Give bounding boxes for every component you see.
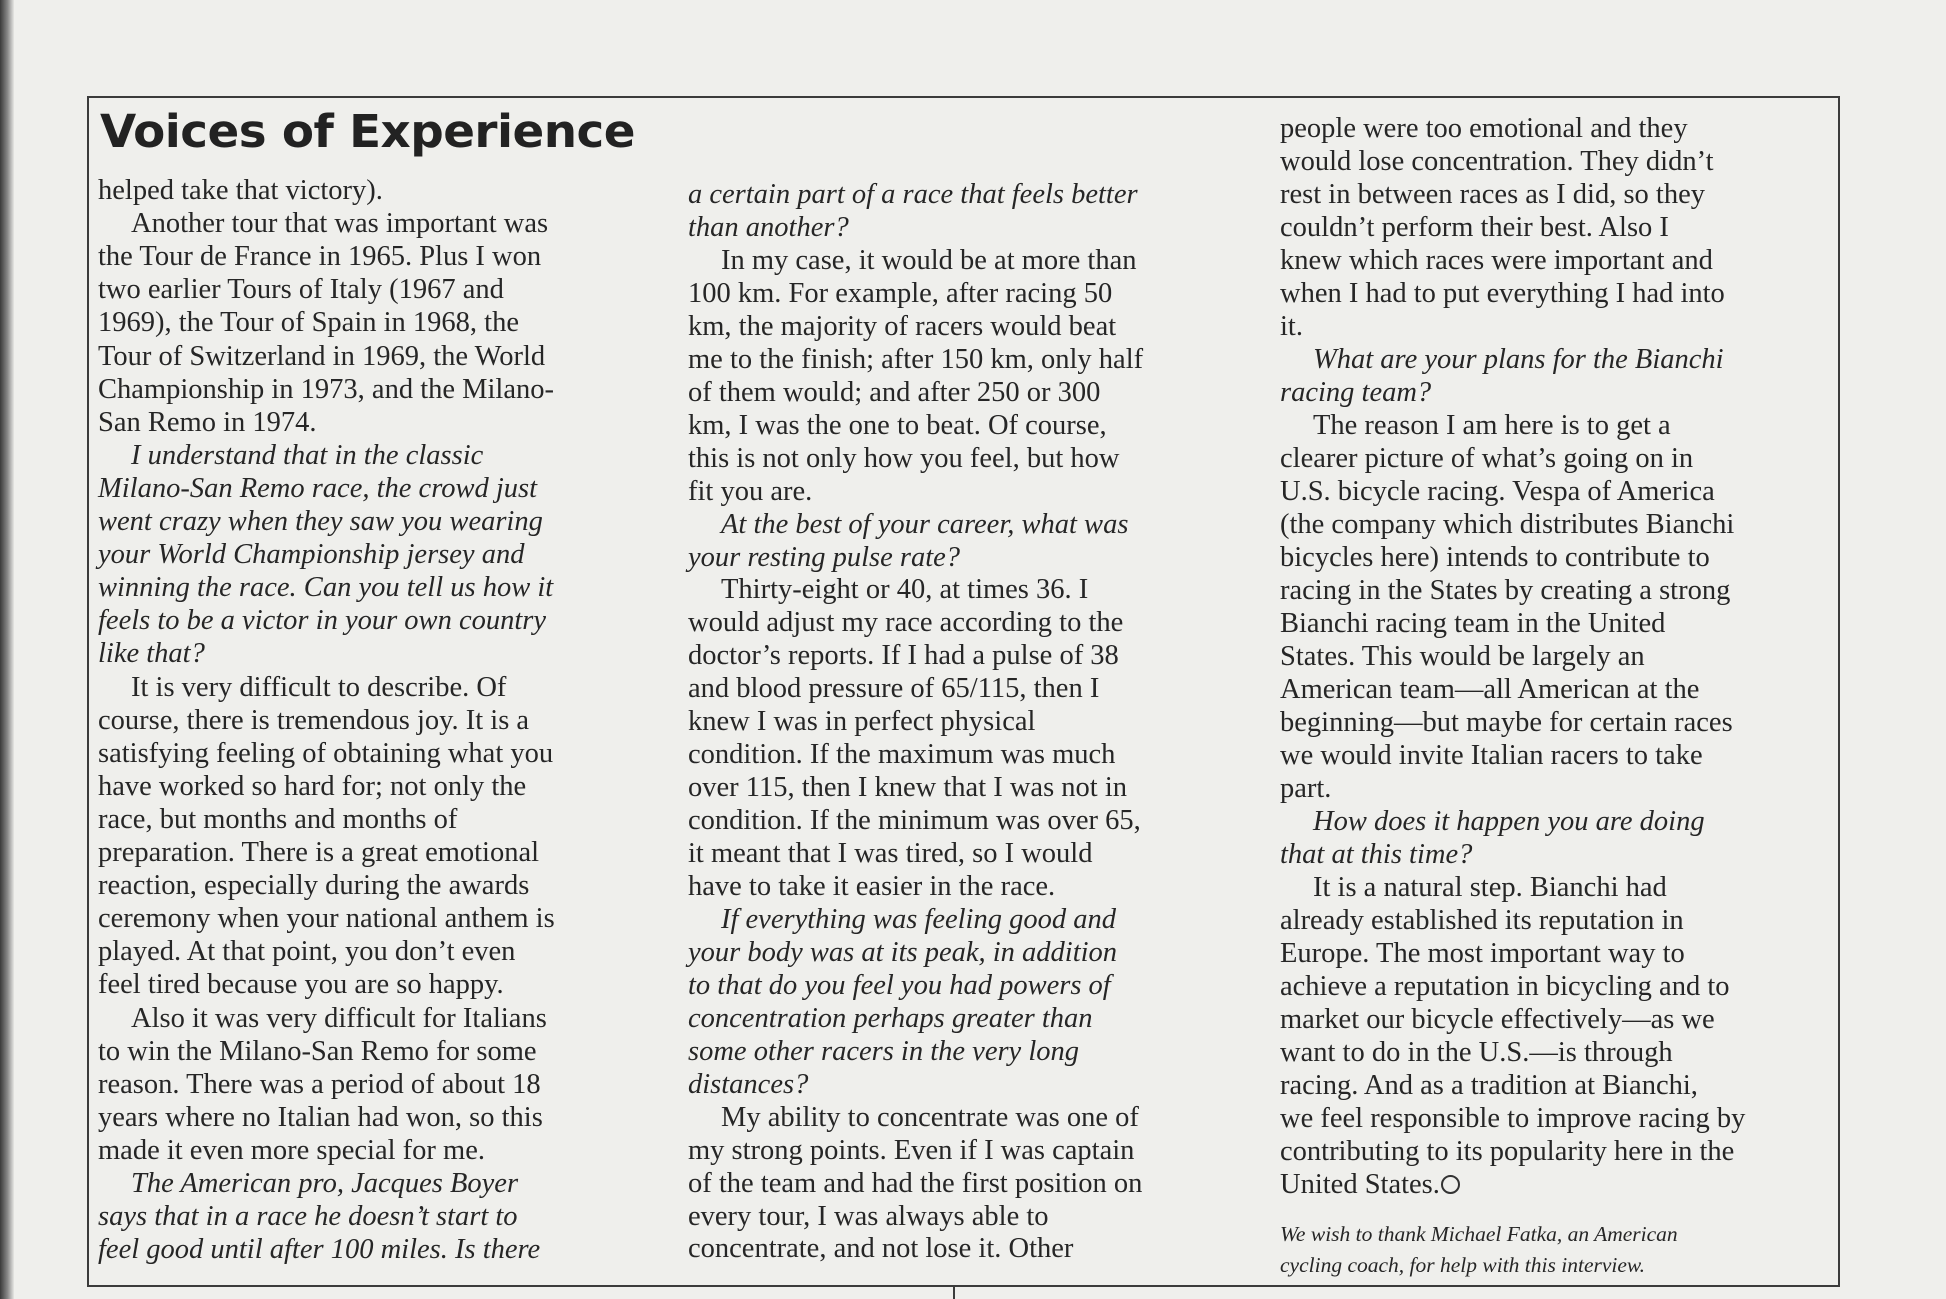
line-text: reason. There was a period of about 18: [98, 1068, 541, 1100]
line-text: Another tour that was important was: [131, 208, 549, 240]
line-text: (the company which distributes Bianchi: [1280, 509, 1735, 540]
line-text: than another?: [688, 212, 849, 243]
line-text: 100 km. For example, after racing 50: [688, 277, 1113, 309]
line-text: your World Championship jersey and: [98, 539, 525, 571]
line-text: Bianchi racing team in the United: [1280, 608, 1666, 639]
end-mark-icon: [1441, 1175, 1460, 1194]
line-text: bicycles here) intends to contribute to: [1280, 542, 1710, 573]
line-text: How does it happen you are doing: [1313, 806, 1705, 837]
question-line: [688, 1002, 1093, 1035]
question-line: [98, 1200, 518, 1233]
line-text: It is very difficult to describe. Of: [131, 671, 507, 703]
answer-line: [688, 376, 1100, 409]
answer-line: [688, 870, 1055, 903]
answer-line: [688, 639, 1119, 672]
page-binding-shadow: [0, 0, 14, 1299]
question-line: [98, 571, 553, 604]
answer-line: [1280, 1168, 1460, 1201]
answer-line: [1280, 937, 1685, 970]
line-text: racing in the States by creating a strong: [1280, 575, 1731, 606]
answer-line: [98, 406, 317, 439]
question-line: [688, 211, 849, 244]
answer-line: [1280, 706, 1733, 739]
line-text: States. This would be largely an: [1280, 641, 1645, 672]
answer-line: [1280, 772, 1331, 805]
line-text: satisfying feeling of obtaining what you: [98, 737, 554, 769]
answer-line: [688, 310, 1116, 343]
answer-line: [1280, 970, 1730, 1003]
line-text: feel tired because you are so happy.: [98, 969, 504, 1001]
question-line: [1313, 343, 1724, 376]
line-text: 1969), the Tour of Spain in 1968, the: [98, 307, 519, 339]
answer-line: [1280, 244, 1713, 277]
answer-line: [1280, 178, 1705, 211]
question-line: [721, 508, 1128, 541]
line-text: made it even more special for me.: [98, 1134, 485, 1166]
line-text: to that do you feel you had powers of: [688, 969, 1111, 1001]
line-text: your resting pulse rate?: [688, 541, 961, 573]
question-line: [1280, 838, 1472, 871]
line-text: beginning—but maybe for certain races: [1280, 707, 1733, 738]
answer-line: [688, 277, 1112, 310]
question-line: [688, 1068, 808, 1101]
answer-line: [688, 837, 1092, 870]
line-text: fit you are.: [688, 475, 813, 507]
answer-line: [1280, 1003, 1715, 1036]
line-text: Milano-San Remo race, the crowd just: [98, 472, 538, 504]
line-text: want to do in the U.S.—is through: [1280, 1037, 1673, 1068]
answer-line: [1313, 409, 1671, 442]
answer-line: [98, 869, 529, 902]
line-text: condition. If the minimum was over 65,: [688, 805, 1141, 837]
line-text: when I had to put everything I had into: [1280, 278, 1725, 309]
line-text: If everything was feeling good and: [721, 903, 1116, 935]
answer-line: [1280, 574, 1730, 607]
line-text: San Remo in 1974.: [98, 406, 317, 438]
answer-line: [688, 1232, 1073, 1265]
question-line: [688, 1035, 1079, 1068]
line-text: rest in between races as I did, so they: [1280, 179, 1705, 210]
line-text: have worked so hard for; not only the: [98, 770, 527, 802]
line-text: some other racers in the very long: [688, 1035, 1079, 1067]
line-text: of the team and had the first position on: [688, 1167, 1143, 1199]
line-text: condition. If the maximum was much: [688, 739, 1116, 771]
line-text: my strong points. Even if I was captain: [688, 1134, 1135, 1166]
line-text: we feel responsible to improve racing by: [1280, 1103, 1746, 1134]
answer-line: [98, 306, 519, 339]
answer-line: [98, 1068, 541, 1101]
question-line: [98, 472, 537, 505]
line-text: At the best of your career, what was: [721, 508, 1129, 540]
line-text: doctor’s reports. If I had a pulse of 38: [688, 640, 1119, 672]
question-line: [1313, 805, 1705, 838]
line-text: years where no Italian had won, so this: [98, 1101, 543, 1133]
line-text: km, the majority of racers would beat: [688, 310, 1117, 342]
question-line: [98, 604, 546, 637]
answer-line: [721, 1101, 1139, 1134]
question-line: [131, 439, 483, 472]
line-text: of them would; and after 250 or 300: [688, 376, 1101, 408]
answer-line: [1313, 871, 1667, 904]
line-text: I understand that in the classic: [131, 439, 484, 471]
line-text: would lose concentration. They didn’t: [1280, 146, 1714, 177]
line-text: to win the Milano-San Remo for some: [98, 1035, 537, 1067]
answer-line: [688, 771, 1127, 804]
line-text: racing team?: [1280, 377, 1432, 408]
question-line: [688, 936, 1117, 969]
answer-line: [98, 968, 504, 1001]
line-text: like that?: [98, 638, 205, 670]
answer-line: [131, 1002, 547, 1035]
answer-line: [688, 1167, 1142, 1200]
line-text: it meant that I was tired, so I would: [688, 838, 1093, 869]
answer-line: [98, 770, 526, 803]
line-text: race, but months and months of: [98, 803, 458, 835]
answer-line: [1280, 310, 1303, 343]
line-text: over 115, then I knew that I was not in: [688, 772, 1128, 804]
credit-line: We wish to thank Michael Fatka, an American: [1280, 1222, 1678, 1246]
line-text: two earlier Tours of Italy (1967 and: [98, 274, 504, 306]
line-text: Tour of Switzerland in 1969, the World: [98, 340, 546, 372]
answer-line: [688, 1134, 1134, 1167]
answer-line: [1280, 1036, 1673, 1069]
answer-line: [721, 244, 1137, 277]
answer-line: [1280, 541, 1710, 574]
answer-line: [98, 902, 555, 935]
answer-line: [1280, 1102, 1745, 1135]
answer-line: [1280, 904, 1684, 937]
line-text: knew I was in perfect physical: [688, 706, 1036, 738]
line-text: My ability to concentrate was one of: [721, 1101, 1139, 1133]
line-text: part.: [1280, 773, 1332, 804]
line-text: that at this time?: [1280, 839, 1473, 870]
line-text: concentrate, and not lose it. Other: [688, 1233, 1074, 1265]
answer-line: [688, 1200, 1049, 1233]
question-line: [688, 541, 960, 574]
line-text: couldn’t perform their best. Also I: [1280, 212, 1669, 243]
answer-line: [1280, 640, 1645, 673]
question-line: [98, 538, 524, 571]
question-line: [688, 178, 1138, 211]
line-text: reaction, especially during the awards: [98, 870, 530, 902]
answer-line: [688, 606, 1123, 639]
line-text: Thirty-eight or 40, at times 36. I: [721, 574, 1089, 606]
answer-line: [688, 738, 1115, 771]
line-text: already established its reputation in: [1280, 905, 1684, 936]
answer-line: [98, 836, 539, 869]
line-text: Europe. The most important way to: [1280, 938, 1685, 969]
question-line: [1280, 376, 1431, 409]
line-text: In my case, it would be at more than: [721, 244, 1137, 276]
line-text: clearer picture of what’s going on in: [1280, 443, 1694, 474]
answer-line: [688, 343, 1143, 376]
line-text: km, I was the one to beat. Of course,: [688, 409, 1107, 441]
answer-line: [98, 1134, 485, 1167]
line-text: racing. And as a tradition at Bianchi,: [1280, 1070, 1698, 1101]
question-line: [98, 1233, 540, 1266]
answer-line: [1280, 607, 1665, 640]
answer-line: [1280, 1135, 1734, 1168]
line-text: says that in a race he doesn’t start to: [98, 1201, 518, 1233]
answer-line: [98, 273, 504, 306]
line-text: U.S. bicycle racing. Vespa of America: [1280, 476, 1715, 507]
answer-line: [98, 704, 529, 737]
answer-line: [98, 174, 383, 207]
line-text: me to the finish; after 150 km, only half: [688, 343, 1144, 375]
line-text: would adjust my race according to the: [688, 607, 1124, 639]
answer-line: [1280, 739, 1703, 772]
frame-tick-mark: [953, 1287, 955, 1299]
answer-line: [688, 705, 1035, 738]
answer-line: [98, 340, 545, 373]
question-line: [688, 969, 1111, 1002]
line-text: the Tour de France in 1965. Plus I won: [98, 241, 542, 273]
answer-line: [98, 935, 515, 968]
line-text: United States.: [1280, 1169, 1440, 1200]
line-text: we would invite Italian racers to take: [1280, 740, 1703, 771]
line-text: course, there is tremendous joy. It is a: [98, 704, 530, 736]
answer-line: [721, 573, 1088, 606]
line-text: played. At that point, you don’t even: [98, 936, 516, 968]
answer-line: [98, 1101, 543, 1134]
line-text: went crazy when they saw you wearing: [98, 506, 543, 537]
line-text: it.: [1280, 311, 1303, 342]
answer-line: [131, 671, 506, 704]
line-text: a certain part of a race that feels better: [688, 179, 1138, 210]
line-text: What are your plans for the Bianchi: [1313, 344, 1724, 375]
answer-line: [98, 737, 553, 770]
answer-line: [1280, 508, 1734, 541]
line-text: The reason I am here is to get a: [1313, 410, 1671, 441]
answer-line: [1280, 112, 1688, 145]
question-line: [131, 1167, 518, 1200]
answer-line: [688, 475, 812, 508]
line-text: preparation. There is a great emotional: [98, 837, 540, 868]
answer-line: [98, 240, 541, 273]
line-text: It is a natural step. Bianchi had: [1313, 872, 1667, 903]
question-line: [98, 505, 543, 538]
answer-line: [1280, 145, 1713, 178]
line-text: every tour, I was always able to: [688, 1200, 1049, 1232]
line-text: achieve a reputation in bicycling and to: [1280, 971, 1730, 1002]
answer-line: [1280, 475, 1715, 508]
answer-line: [688, 804, 1141, 837]
article-title: Voices of Experience: [100, 105, 635, 158]
line-text: knew which races were important and: [1280, 245, 1713, 276]
line-text: your body was at its peak, in addition: [688, 936, 1118, 968]
line-text: Championship in 1973, and the Milano-: [98, 373, 554, 405]
answer-line: [1280, 442, 1693, 475]
line-text: and blood pressure of 65/115, then I: [688, 673, 1100, 705]
question-line: [98, 637, 205, 670]
line-text: winning the race. Can you tell us how it: [98, 572, 554, 604]
line-text: The American pro, Jacques Boyer: [131, 1168, 519, 1199]
question-line: [721, 903, 1116, 936]
line-text: ceremony when your national anthem is: [98, 903, 555, 935]
answer-line: [1280, 277, 1725, 310]
answer-line: [1280, 1069, 1698, 1102]
answer-line: [1280, 211, 1669, 244]
answer-line: [688, 672, 1099, 705]
line-text: people were too emotional and they: [1280, 113, 1688, 144]
line-text: Also it was very difficult for Italians: [131, 1002, 547, 1034]
answer-line: [688, 409, 1107, 442]
answer-line: [98, 803, 457, 836]
credit-line: cycling coach, for help with this interview.: [1280, 1253, 1646, 1277]
line-text: this is not only how you feel, but how: [688, 442, 1120, 474]
line-text: concentration perhaps greater than: [688, 1002, 1093, 1034]
line-text: distances?: [688, 1068, 809, 1100]
answer-line: [98, 373, 554, 406]
answer-line: [688, 442, 1119, 475]
line-text: contributing to its popularity here in the: [1280, 1136, 1735, 1167]
line-text: market our bicycle effectively—as we: [1280, 1004, 1715, 1035]
answer-line: [131, 207, 548, 240]
line-text: helped take that victory).: [98, 175, 383, 206]
line-text: feel good until after 100 miles. Is there: [98, 1234, 541, 1266]
line-text: have to take it easier in the race.: [688, 871, 1056, 902]
line-text: feels to be a victor in your own country: [98, 605, 546, 637]
line-text: American team—all American at the: [1280, 674, 1700, 705]
answer-line: [1280, 673, 1699, 706]
answer-line: [98, 1035, 537, 1068]
